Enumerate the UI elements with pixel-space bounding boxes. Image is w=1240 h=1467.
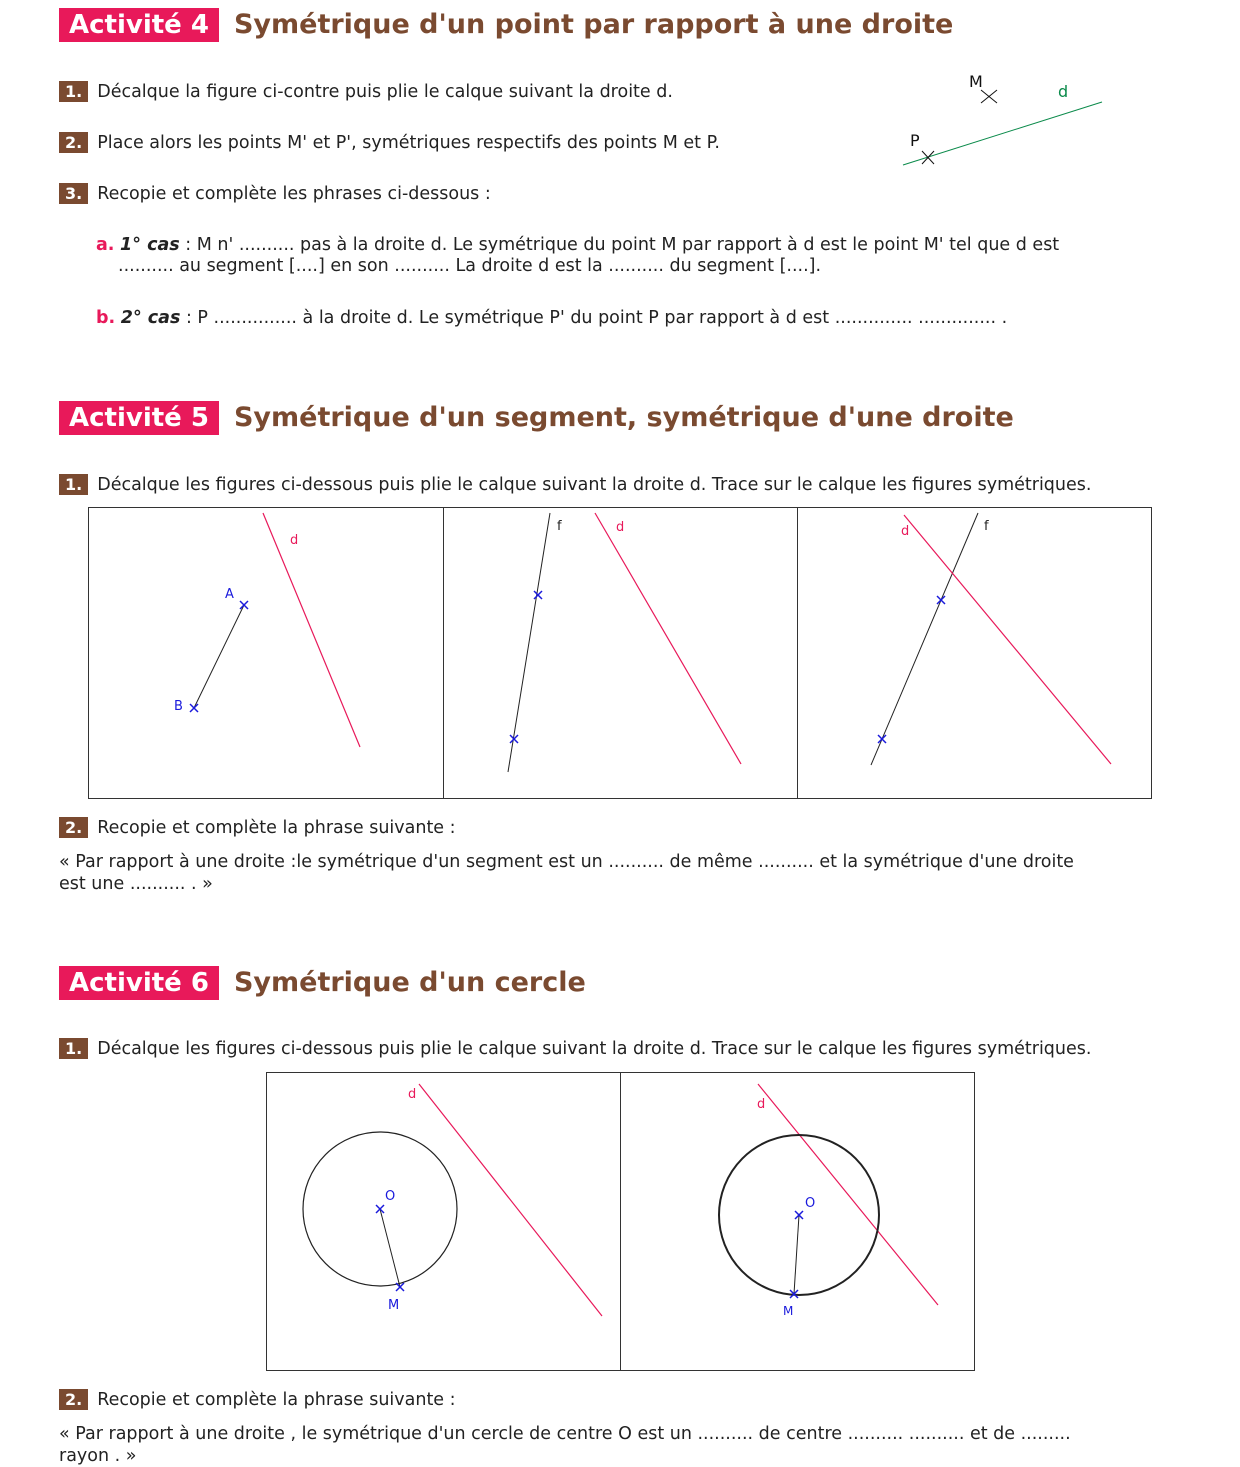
label-a: A — [225, 587, 234, 602]
label-b: B — [174, 699, 183, 714]
sub-label: a. — [96, 235, 115, 255]
line-d — [263, 513, 360, 747]
act4-item-1 — [59, 81, 673, 103]
item-number: 1. — [59, 474, 88, 495]
point-cross — [878, 735, 886, 743]
point-p-cross — [922, 151, 934, 164]
item-number: 2. — [59, 1389, 88, 1410]
sub-text: : M n' .......... pas à la droite d. Le symétrique du point M par rapport à d est le point M' tel que d est — [179, 235, 1060, 255]
label-f: f — [984, 519, 989, 534]
item-number: 1. — [59, 81, 88, 102]
item-number: 2. — [59, 817, 88, 838]
label-d: d — [1058, 82, 1069, 101]
label-d: d — [757, 1097, 766, 1112]
point-m-cross — [396, 1283, 404, 1291]
activity-4-title: Symétrique d'un point par rapport à une droite — [233, 9, 954, 40]
label-o: O — [805, 1196, 816, 1211]
act6-item-1 — [59, 1038, 1091, 1060]
item-text: Décalque la figure ci-contre puis plie le calque suivant la droite d. — [97, 82, 673, 102]
item-text: Recopie et complète la phrase suivante : — [97, 818, 456, 838]
case-label: 2° cas — [120, 308, 181, 328]
act5-quote — [59, 851, 1179, 895]
quote-line-1: « Par rapport à une droite :le symétrique d'un segment est un .......... de même .......... et la symétrique d'une droite — [59, 852, 1074, 872]
line-d — [595, 513, 741, 764]
label-m: M — [783, 1304, 794, 1318]
item-text: Décalque les figures ci-dessous puis plie le calque suivant la droite d. Trace sur le calque les figures symétriques. — [97, 1039, 1092, 1059]
item-text: Recopie et complète la phrase suivante : — [97, 1390, 456, 1410]
point-b-cross — [190, 704, 198, 712]
radius-om — [380, 1209, 400, 1287]
quote-line-2: rayon . » — [59, 1446, 137, 1466]
activity-6-badge: Activité 6 — [59, 966, 219, 1000]
activity-5-badge: Activité 5 — [59, 401, 219, 435]
point-cross — [534, 591, 542, 599]
label-d: d — [901, 524, 910, 539]
label-d: d — [616, 520, 625, 535]
point-o-cross — [376, 1205, 384, 1213]
label-f: f — [557, 519, 562, 534]
case-label: 1° cas — [120, 235, 180, 255]
item-text: Décalque les figures ci-dessous puis plie le calque suivant la droite d. Trace sur le calque les figures symétriques. — [97, 475, 1092, 495]
line-d — [758, 1084, 938, 1305]
item-number: 1. — [59, 1038, 88, 1059]
label-m: M — [388, 1298, 400, 1313]
activity-4-header — [59, 8, 953, 42]
act6-item-2 — [59, 1389, 456, 1411]
activity-6-title: Symétrique d'un cercle — [233, 967, 586, 998]
item-text: Recopie et complète les phrases ci-dessous : — [97, 184, 491, 204]
point-m-cross — [981, 90, 997, 103]
item-number: 2. — [59, 132, 88, 153]
item-text: Place alors les points M' et P', symétriques respectifs des points M et P. — [97, 133, 720, 153]
activity-6-header — [59, 966, 586, 1000]
act4-sub-b — [96, 308, 1180, 329]
act4-sub-a — [96, 235, 1180, 277]
quote-line-2: est une .......... . » — [59, 874, 213, 894]
line-d — [419, 1084, 602, 1316]
label-d: d — [408, 1087, 417, 1102]
sub-label: b. — [96, 308, 116, 328]
label-m: M — [969, 72, 983, 91]
act5-figures — [88, 507, 1153, 800]
item-number: 3. — [59, 183, 88, 204]
act4-item-2 — [59, 132, 720, 154]
act5-item-1 — [59, 474, 1091, 496]
activity-4-badge: Activité 4 — [59, 8, 219, 42]
line-f — [871, 513, 978, 765]
activity-5-title: Symétrique d'un segment, symétrique d'une droite — [233, 402, 1014, 433]
point-cross — [937, 596, 945, 604]
act4-figure — [895, 68, 1115, 173]
act6-figures — [266, 1072, 976, 1372]
act5-item-2 — [59, 817, 456, 839]
act6-quote — [59, 1423, 1179, 1467]
sub-text-continued: .......... au segment [....] en son .......... La droite d est la .......... du segment [....]. — [118, 256, 822, 276]
segment-ab — [194, 605, 244, 708]
sub-text: : P ............... à la droite d. Le symétrique P' du point P par rapport à d est .............. .............. . — [180, 308, 1008, 328]
label-o: O — [385, 1189, 396, 1204]
label-d: d — [290, 533, 299, 548]
line-d — [904, 515, 1111, 764]
point-a-cross — [240, 601, 248, 609]
radius-om — [794, 1215, 799, 1294]
figure-frame — [89, 508, 1152, 799]
act4-item-3 — [59, 183, 491, 205]
quote-line-1: « Par rapport à une droite , le symétrique d'un cercle de centre O est un .......... de centre .......... .......... et de ......... — [59, 1424, 1071, 1444]
line-f — [508, 513, 550, 772]
label-p: P — [910, 131, 920, 150]
activity-5-header — [59, 401, 1014, 435]
line-d — [903, 102, 1102, 165]
